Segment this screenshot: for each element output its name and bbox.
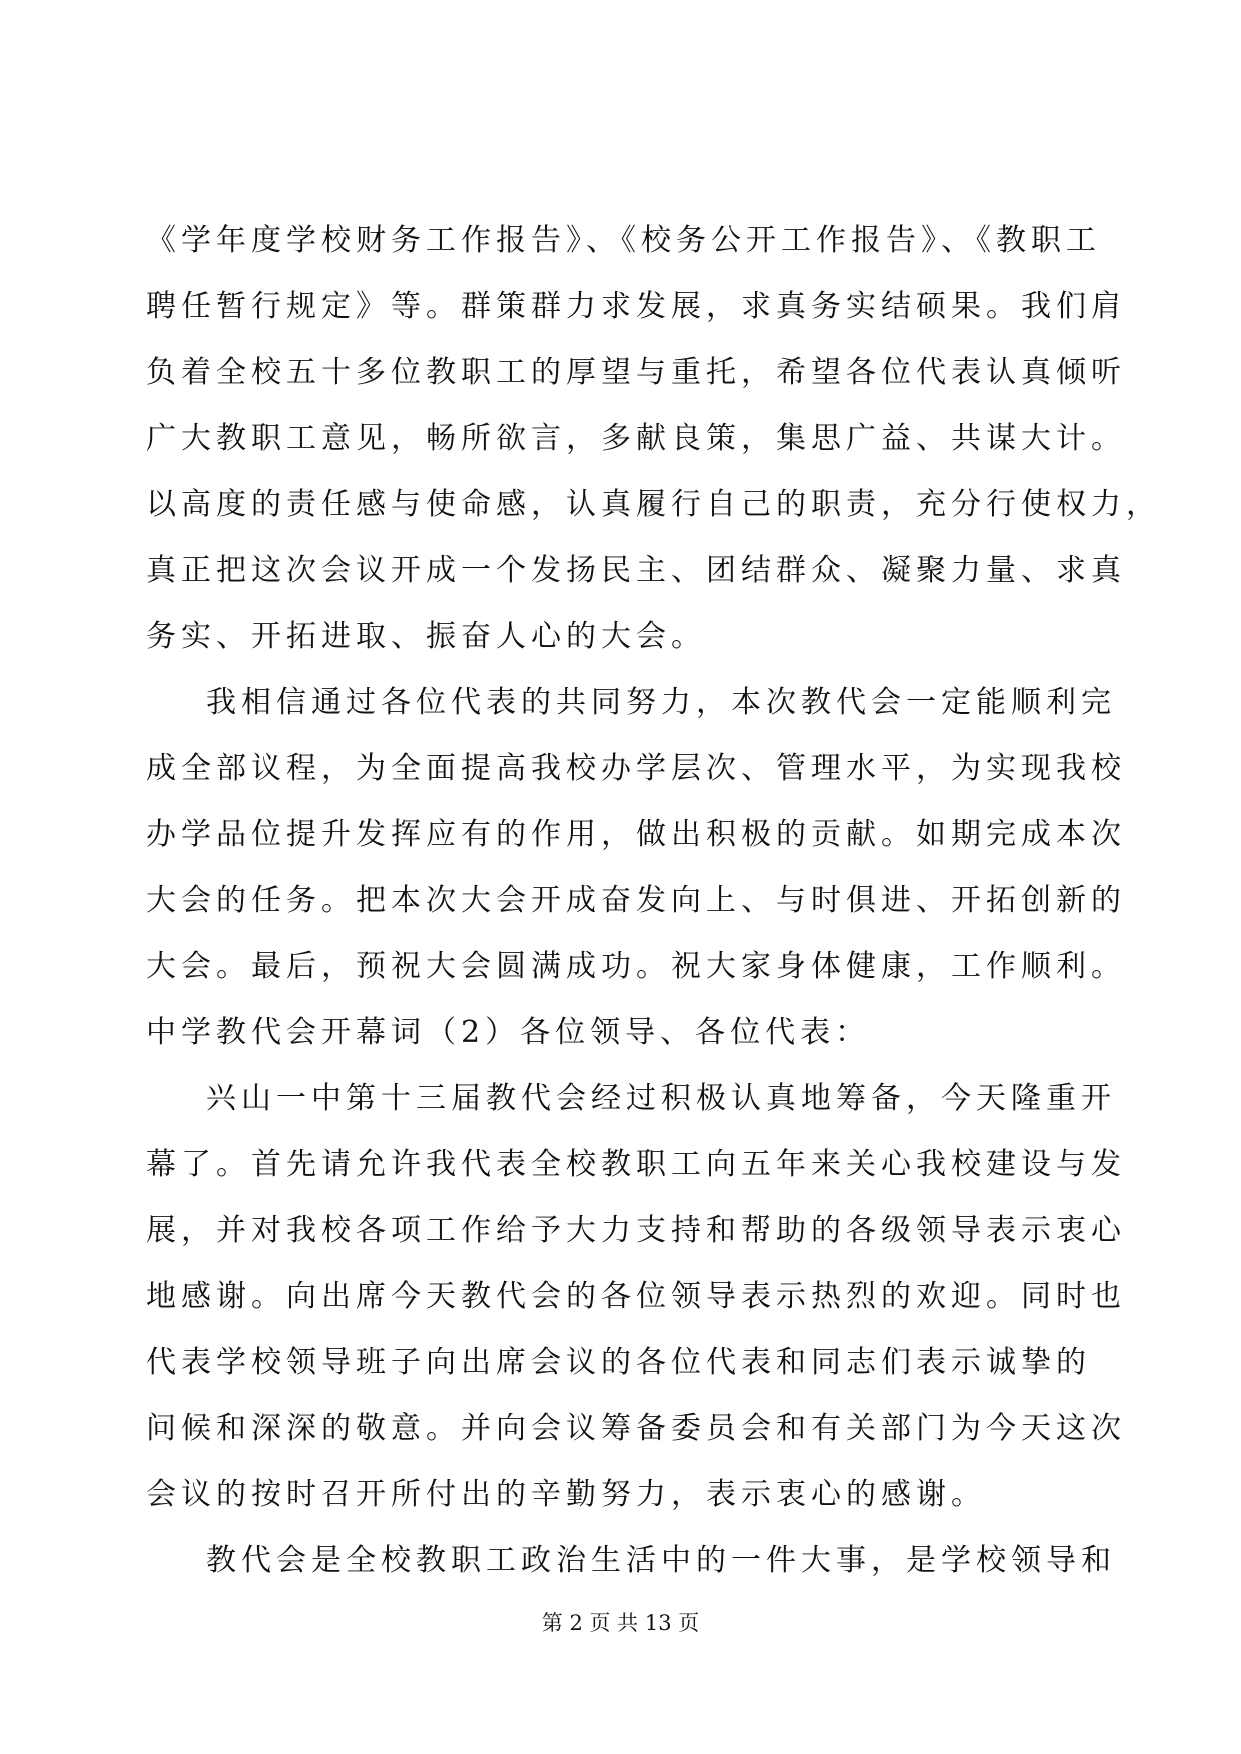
page-number-footer: 第 2 页 共 13 页	[541, 1611, 700, 1635]
text-line: 《学年度学校财务工作报告》、《校务公开工作报告》、《教职工	[146, 223, 1101, 258]
text-line: 广大教职工意见，畅所欲言，多献良策，集思广益、共谋大计。	[146, 421, 1126, 456]
text-line: 地感谢。向出席今天教代会的各位领导表示热烈的欢迎。同时也	[146, 1279, 1126, 1314]
text-line: 务实、开拓进取、振奋人心的大会。	[146, 619, 706, 654]
text-line: 以高度的责任感与使命感，认真履行自己的职责，充分行使权力，	[146, 487, 1161, 522]
text-line: 代表学校领导班子向出席会议的各位代表和同志们表示诚挚的	[146, 1345, 1091, 1380]
text-line: 幕了。首先请允许我代表全校教职工向五年来关心我校建设与发	[146, 1147, 1126, 1182]
text-line: 大会。最后，预祝大会圆满成功。祝大家身体健康，工作顺利。	[146, 949, 1126, 984]
text-line: 成全部议程，为全面提高我校办学层次、管理水平，为实现我校	[146, 751, 1126, 786]
text-line: 会议的按时召开所付出的辛勤努力，表示衷心的感谢。	[146, 1477, 986, 1512]
text-line: 中学教代会开幕词（2）各位领导、各位代表：	[146, 1015, 871, 1050]
paragraph-first-line: 我相信通过各位代表的共同努力，本次教代会一定能顺利完	[206, 685, 1116, 720]
text-line: 真正把这次会议开成一个发扬民主、团结群众、凝聚力量、求真	[146, 553, 1126, 588]
text-line: 聘任暂行规定》等。群策群力求发展，求真务实结硕果。我们肩	[146, 289, 1126, 324]
text-line: 展，并对我校各项工作给予大力支持和帮助的各级领导表示衷心	[146, 1213, 1126, 1248]
document-body	[146, 208, 1161, 1594]
text-line: 问候和深深的敬意。并向会议筹备委员会和有关部门为今天这次	[146, 1411, 1126, 1446]
text-line: 大会的任务。把本次大会开成奋发向上、与时俱进、开拓创新的	[146, 883, 1126, 918]
text-line: 办学品位提升发挥应有的作用，做出积极的贡献。如期完成本次	[146, 817, 1126, 852]
text-line: 负着全校五十多位教职工的厚望与重托，希望各位代表认真倾听	[146, 355, 1126, 390]
paragraph-first-line: 兴山一中第十三届教代会经过积极认真地筹备，今天隆重开	[206, 1081, 1116, 1116]
paragraph-first-line: 教代会是全校教职工政治生活中的一件大事，是学校领导和	[206, 1543, 1116, 1578]
